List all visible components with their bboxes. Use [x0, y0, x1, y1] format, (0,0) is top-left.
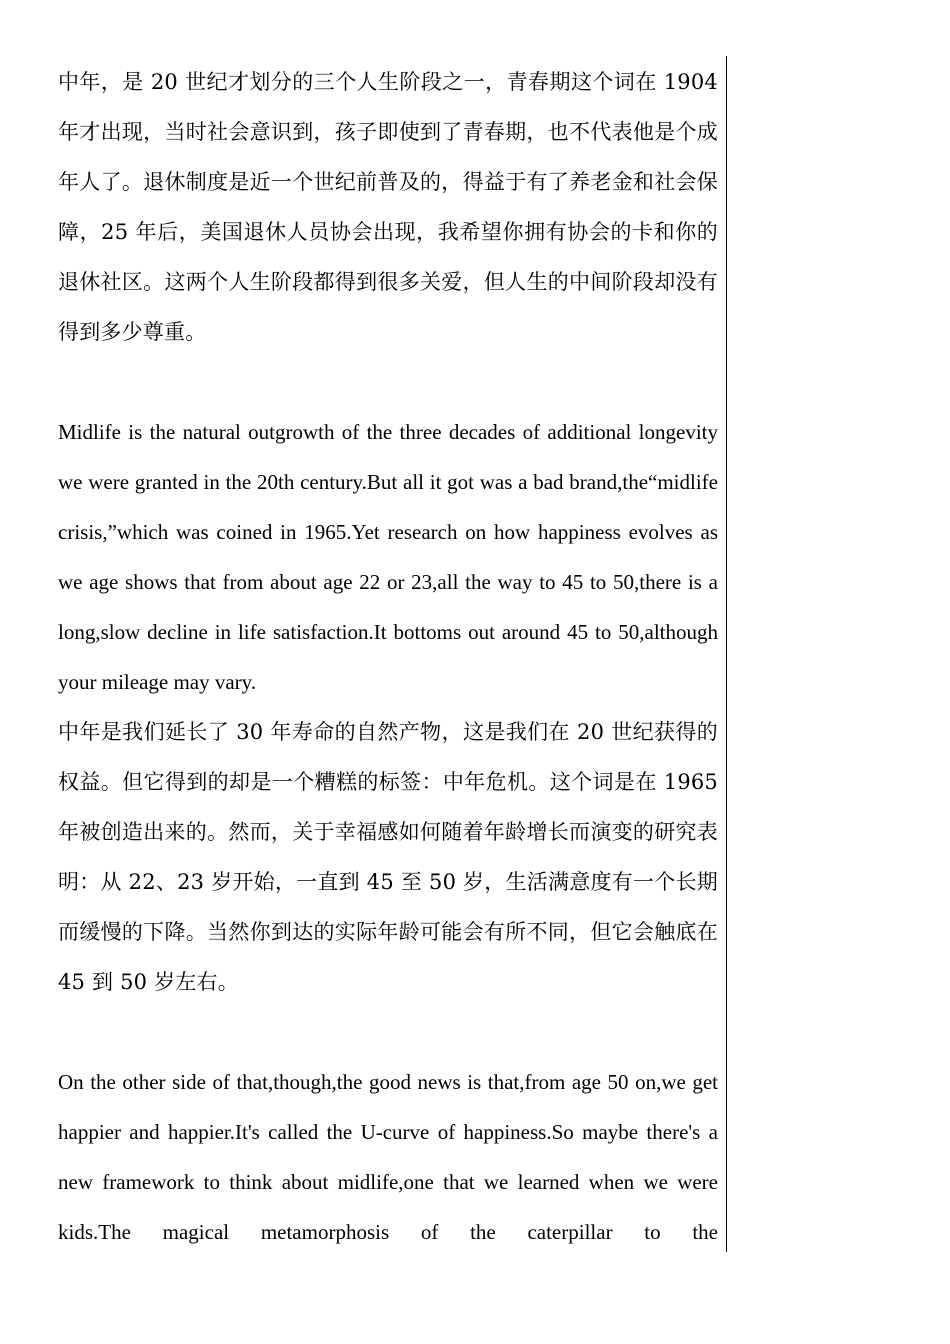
- right-margin-rule: [726, 56, 727, 1252]
- paragraph-zh-midlife: 中年是我们延长了 30 年寿命的自然产物，这是我们在 20 世纪获得的权益。但它得到的却是一个糟糕的标签：中年危机。这个词是在 1965 年被创造出来的。然而，关于幸福感如何随着年龄增长而演变的研究表明：从 22、23 岁开始，一直到 45 至 50 岁，生活满意度有一个长期而缓慢的下降。当然你到达的实际年龄可能会有所不同，但它会触底在 45 到 50 岁左右。: [58, 720, 718, 994]
- paragraph-en-midlife: Midlife is the natural outgrowth of the three decades of additional longevity we were granted in the 20th century.But all it got was a bad brand,the“midlife crisis,”which was coined in 1965.Yet research on how happiness evolves as we age shows that from about age 22 or 23,all the way to 45 to 50,there is a long,slow decline in life satisfaction.It bottoms out around 45 to 50,although your mileage may vary.: [58, 420, 718, 694]
- paragraph-gap: [58, 1007, 718, 1057]
- paragraph-en-u-curve: On the other side of that,though,the good news is that,from age 50 on,we get happier and happier.It's called the U-curve of happiness.So maybe there's a new framework to think about midlife,one that we learned when we were kids.The magical metamorphosis of the caterpillar to the: [58, 1070, 718, 1244]
- text-column: [58, 57, 718, 1257]
- paragraph-gap: [58, 357, 718, 407]
- paragraph-zh-life-stages: 中年，是 20 世纪才划分的三个人生阶段之一，青春期这个词在 1904 年才出现，当时社会意识到，孩子即使到了青春期，也不代表他是个成年人了。退休制度是近一个世纪前普及的，得益于有了养老金和社会保障，25 年后，美国退休人员协会出现，我希望你拥有协会的卡和你的退休社区。这两个人生阶段都得到很多关爱，但人生的中间阶段却没有得到多少尊重。: [58, 70, 718, 344]
